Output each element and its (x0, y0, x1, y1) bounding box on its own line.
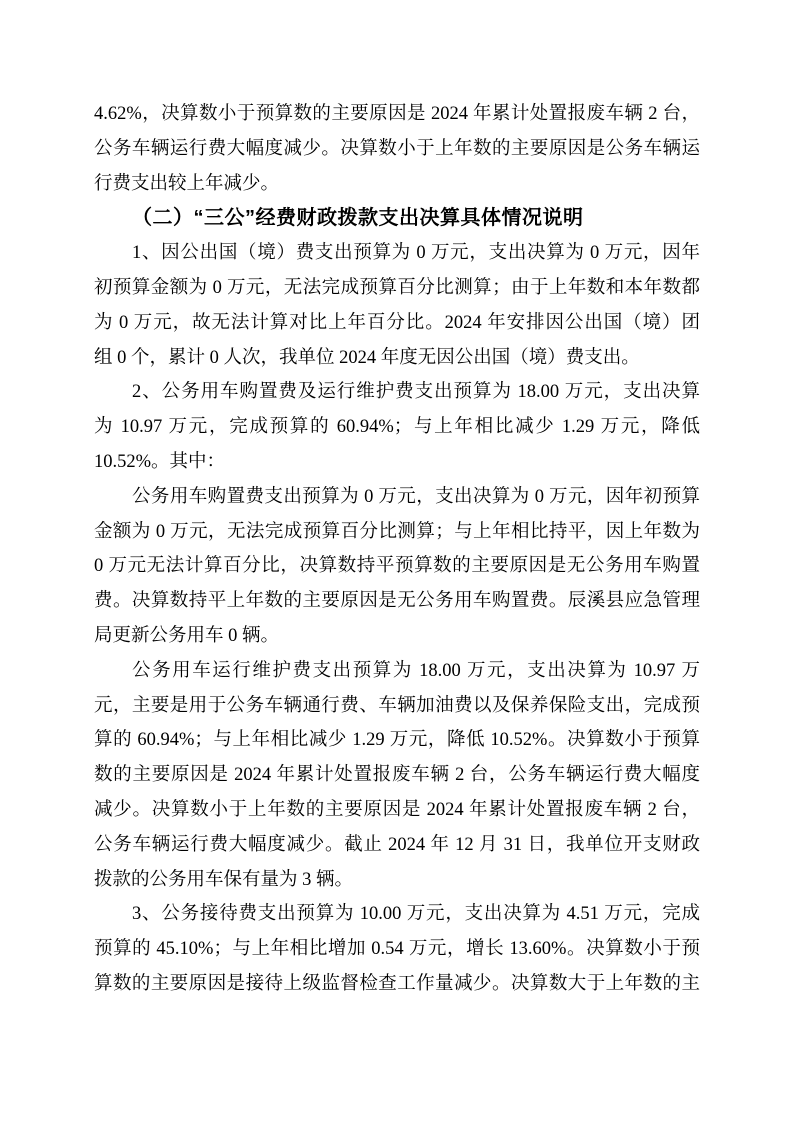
text-line: 1、因公出国（境）费支出预算为 0 万元，支出决算为 0 万元，因年 (132, 243, 700, 264)
section-heading-three-public-expenses: （二）“三公”经费财政拨款支出决算具体情况说明 (132, 207, 584, 230)
text-line: 组 0 个，累计 0 人次，我单位 2024 年度无因公出国（境）费支出。 (94, 347, 640, 368)
text-line: 减少。决算数小于上年数的主要原因是 2024 年累计处置报废车辆 2 台， (94, 799, 700, 820)
text-line: 4.62%，决算数小于预算数的主要原因是 2024 年累计处置报废车辆 2 台， (94, 104, 700, 124)
text-line: 3、公务接待费支出预算为 10.00 万元，支出决算为 4.51 万元，完成 (132, 904, 700, 925)
text-line: 公务车辆运行费大幅度减少。截止 2024 年 12 月 31 日，我单位开支财政 (94, 834, 700, 855)
text-line: 初预算金额为 0 万元，无法完成预算百分比测算；由于上年数和本年数都 (94, 277, 700, 298)
text-line: 行费支出较上年减少。 (94, 173, 280, 194)
text-line: 数的主要原因是 2024 年累计处置报废车辆 2 台，公务车辆运行费大幅度 (94, 765, 700, 786)
text-line: 公务车辆运行费大幅度减少。决算数小于上年数的主要原因是公务车辆运 (94, 138, 700, 159)
document-content (94, 97, 700, 1002)
text-line: 拨款的公务用车保有量为 3 辆。 (94, 869, 354, 890)
text-line: 费。决算数持平上年数的主要原因是无公务用车购置费。辰溪县应急管理 (94, 591, 700, 612)
text-line: 算的 60.94%；与上年相比减少 1.29 万元，降低 10.52%。决算数小于预算 (94, 730, 700, 751)
text-line: 10.52%。其中： (94, 451, 226, 472)
text-line: 公务用车运行维护费支出预算为 18.00 万元，支出决算为 10.97 万 (132, 660, 700, 681)
text-line: 为 10.97 万元，完成预算的 60.94%；与上年相比减少 1.29 万元，降低 (94, 417, 700, 438)
text-line: 元，主要是用于公务车辆通行费、车辆加油费以及保养保险支出，完成预 (94, 695, 700, 716)
text-line: 局更新公务用车 0 辆。 (94, 625, 280, 646)
text-line: 0 万元无法计算百分比，决算数持平预算数的主要原因是无公务用车购置 (94, 556, 700, 577)
text-line: 为 0 万元，故无法计算对比上年百分比。2024 年安排因公出国（境）团 (94, 312, 700, 333)
text-line: 金额为 0 万元，无法完成预算百分比测算；与上年相比持平，因上年数为 (94, 521, 700, 542)
text-line: 算数的主要原因是接待上级监督检查工作量减少。决算数大于上年数的主 (94, 973, 700, 994)
text-line: 预算的 45.10%；与上年相比增加 0.54 万元，增长 13.60%。决算数小于预 (94, 939, 700, 960)
text-line: 2、公务用车购置费及运行维护费支出预算为 18.00 万元，支出决算 (132, 382, 700, 403)
text-line: 公务用车购置费支出预算为 0 万元，支出决算为 0 万元，因年初预算 (132, 486, 700, 507)
